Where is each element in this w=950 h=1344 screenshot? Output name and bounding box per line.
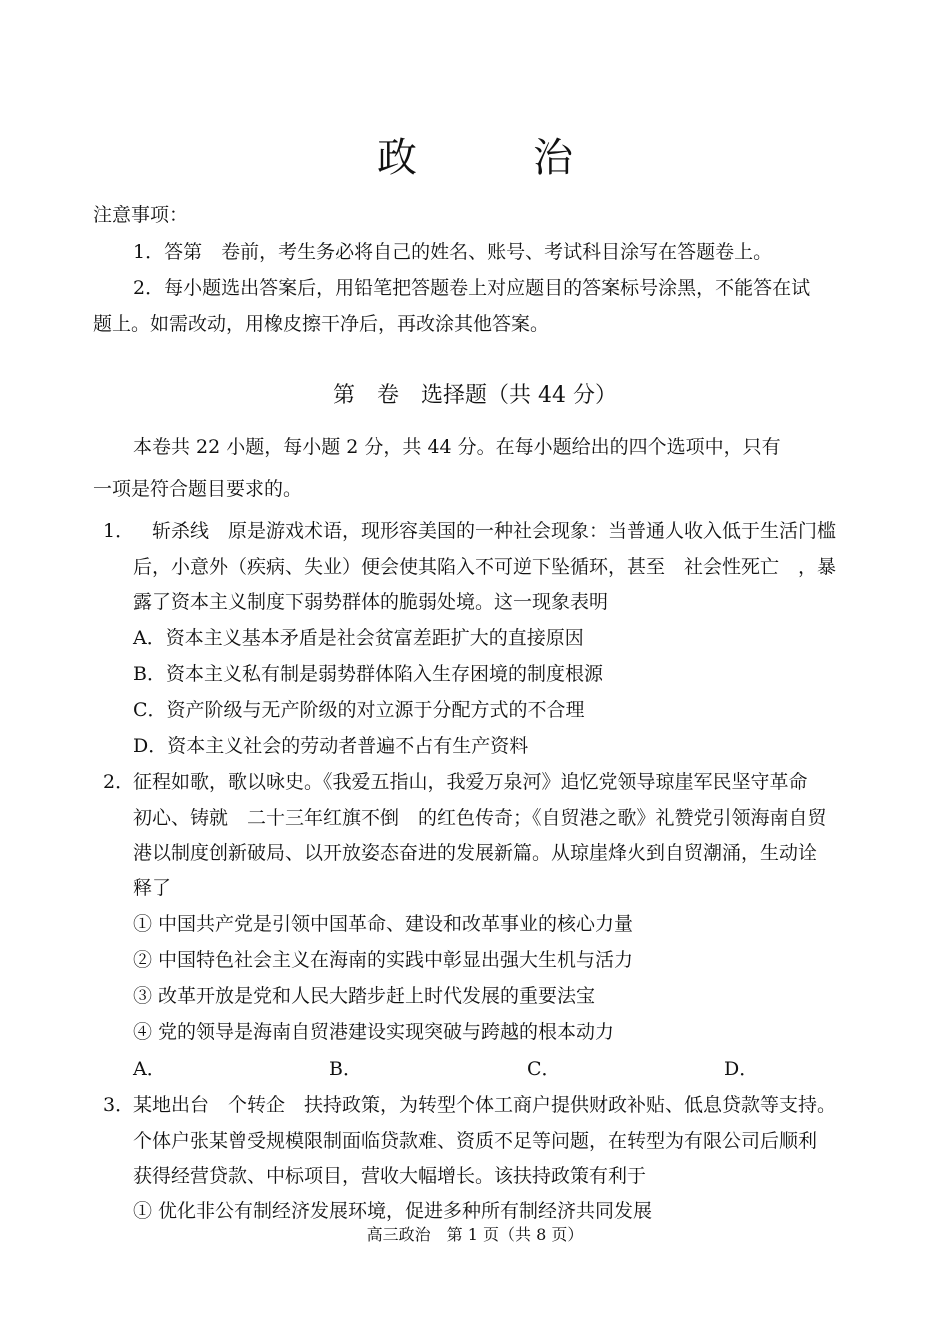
section-intro-line1: 本卷共 22 小题，每小题 2 分，共 44 分。在每小题给出的四个选项中，只有 xyxy=(133,436,781,458)
q2-option-c: C． xyxy=(527,1058,561,1080)
q1-stem-line1: 斩杀线 原是游戏术语，现形容美国的一种社会现象：当普通人收入低于生活门槛 xyxy=(133,520,837,542)
q2-statement-1: ① 中国共产党是引领中国革命、建设和改革事业的核心力量 xyxy=(133,913,634,935)
q2-option-b: B． xyxy=(329,1058,362,1080)
q1-option-a: A．资本主义基本矛盾是社会贫富差距扩大的直接原因 xyxy=(133,627,584,649)
q2-option-a: A． xyxy=(133,1058,166,1080)
section-title: 第 卷 选择题（共 44 分） xyxy=(333,383,617,408)
q3-number: 3． xyxy=(103,1094,135,1116)
page-title: 政 治 xyxy=(377,135,611,181)
q2-statement-4: ④ 党的领导是海南自贸港建设实现突破与跨越的根本动力 xyxy=(133,1021,615,1043)
section-intro-line2: 一项是符合题目要求的。 xyxy=(93,478,303,500)
q1-option-d: D．资本主义社会的劳动者普遍不占有生产资料 xyxy=(133,735,529,757)
q3-statement-1: ① 优化非公有制经济发展环境，促进多种所有制经济共同发展 xyxy=(133,1200,653,1222)
q1-stem-line2: 后，小意外（疾病、失业）便会使其陷入不可逆下坠循环，甚至 社会性死亡 ，暴 xyxy=(133,556,837,578)
q1-stem-line3: 露了资本主义制度下弱势群体的脆弱处境。这一现象表明 xyxy=(133,591,609,613)
q2-statement-3: ③ 改革开放是党和人民大踏步赶上时代发展的重要法宝 xyxy=(133,985,596,1007)
q2-number: 2． xyxy=(103,771,135,793)
q1-option-c: C．资产阶级与无产阶级的对立源于分配方式的不合理 xyxy=(133,699,585,721)
q1-number: 1． xyxy=(103,520,135,542)
notice-item-1: 1．答第 卷前，考生务必将自己的姓名、账号、考试科目涂写在答题卷上。 xyxy=(133,241,773,263)
notice-heading: 注意事项： xyxy=(93,204,189,226)
q3-stem-line3: 获得经营贷款、中标项目，营收大幅增长。该扶持政策有利于 xyxy=(133,1165,647,1187)
q1-option-b: B．资本主义私有制是弱势群体陷入生存困境的制度根源 xyxy=(133,663,603,685)
q3-stem-line1: 某地出台 个转企 扶持政策，为转型个体工商户提供财政补贴、低息贷款等支持。 xyxy=(133,1094,837,1116)
q2-stem-line1: 征程如歌，歌以咏史。《我爱五指山，我爱万泉河》追忆党领导琼崖军民坚守革命 xyxy=(133,771,808,793)
q2-statement-2: ② 中国特色社会主义在海南的实践中彰显出强大生机与活力 xyxy=(133,949,634,971)
page-footer: 高三政治 第 1 页（共 8 页） xyxy=(366,1225,584,1244)
q2-option-d: D． xyxy=(724,1058,759,1080)
notice-item-2-line2: 题上。如需改动，用橡皮擦干净后，再改涂其他答案。 xyxy=(93,313,550,335)
q2-stem-line2: 初心、铸就 二十三年红旗不倒 的红色传奇；《自贸港之歌》礼赞党引领海南自贸 xyxy=(133,807,827,829)
notice-item-2-line1: 2．每小题选出答案后，用铅笔把答题卷上对应题目的答案标号涂黑，不能答在试 xyxy=(133,277,811,299)
q2-stem-line4: 释了 xyxy=(133,877,172,899)
q3-stem-line2: 个体户张某曾受规模限制面临贷款难、资质不足等问题，在转型为有限公司后顺利 xyxy=(133,1130,818,1152)
q2-stem-line3: 港以制度创新破局、以开放姿态奋进的发展新篇。从琼崖烽火到自贸潮涌，生动诠 xyxy=(133,842,818,864)
